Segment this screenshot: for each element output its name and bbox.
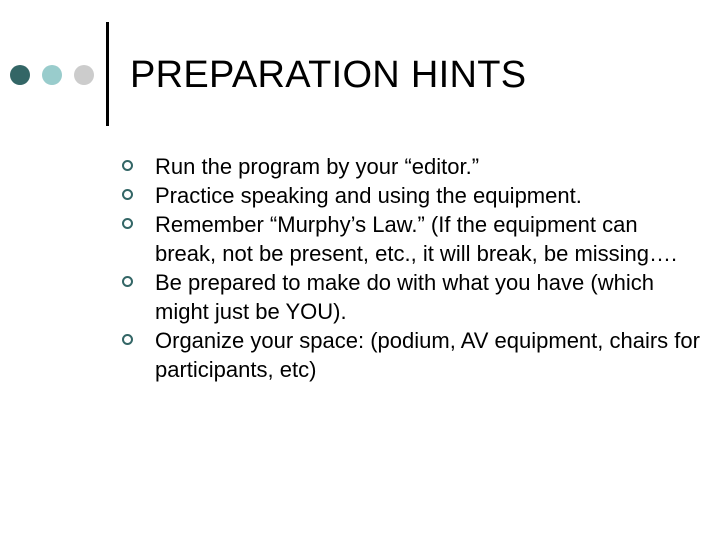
bullet-icon (122, 218, 133, 229)
light-teal-dot-icon (42, 65, 62, 85)
bullet-item (122, 210, 702, 268)
bullet-item (122, 326, 702, 384)
bullet-icon (122, 160, 133, 171)
slide-title: PREPARATION HINTS (130, 54, 527, 96)
bullet-icon (122, 334, 133, 345)
title-divider (106, 22, 109, 126)
bullet-icon (122, 276, 133, 287)
bullet-text: Run the program by your “editor.” (155, 154, 480, 179)
bullet-list (122, 152, 702, 384)
bullet-text: Be prepared to make do with what you have (which might just be YOU). (155, 270, 654, 324)
bullet-item (122, 268, 702, 326)
bullet-item (122, 181, 702, 210)
bullet-text: Remember “Murphy’s Law.” (If the equipment can break, not be present, etc., it will break, be missing…. (155, 212, 678, 266)
gray-dot-icon (74, 65, 94, 85)
decorative-dots (10, 65, 106, 85)
bullet-text: Organize your space: (podium, AV equipment, chairs for participants, etc) (155, 328, 700, 382)
dark-teal-dot-icon (10, 65, 30, 85)
bullet-text: Practice speaking and using the equipment. (155, 183, 582, 208)
bullet-item (122, 152, 702, 181)
bullet-icon (122, 189, 133, 200)
